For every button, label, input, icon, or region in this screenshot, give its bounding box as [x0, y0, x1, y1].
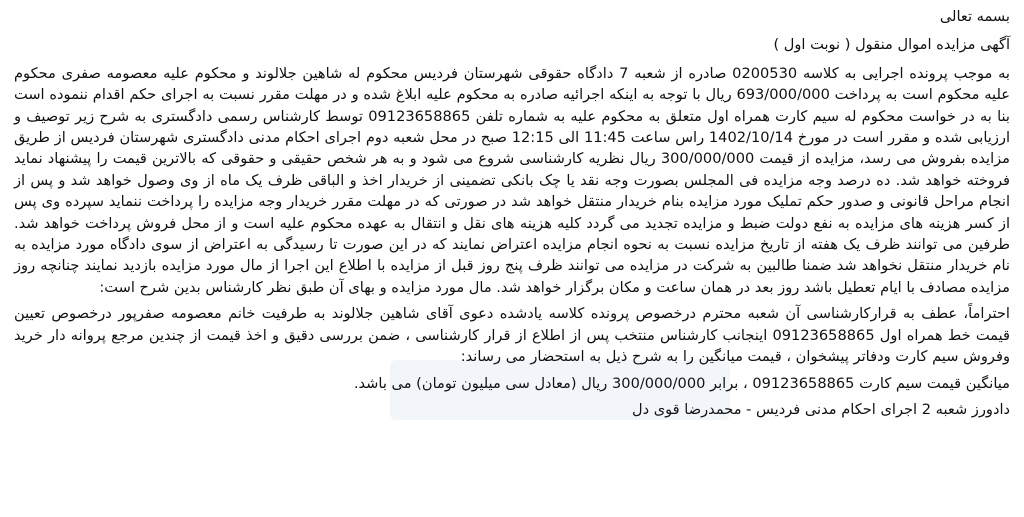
notice-body-paragraph: به موجب پرونده اجرایی به کلاسه 0200530 صادره از شعبه 7 دادگاه حقوقی شهرستان فردیس محکوم له شاهین جلالوند و محکوم علیه معصومه صفری محکوم علیه محکوم است به پرداخت 693/000/000 ریال با توجه به اینکه اجرائیه صادره به محکوم علیه ابلاغ شده و در مهلت مقرر نسبت به اجرای حکم اقدام ننموده است بنا به در خواست محکوم له سیم کارت همراه اول متعلق به محکوم علیه به شماره تلفن 09123658865 توسط کارشناس رسمی دادگستری به شرح زیر توصیف و ارزیابی شده و مقرر است در مورخ 1402/10/14 راس ساعت 11:45 الی 12:15 صبح در محل شعبه دوم اجرای احکام مدنی دادگستری شهرستان فردیس از طریق مزایده بفروش می رسد، مزایده از قیمت 300/000/000 ریال نظریه کارشناسی شروع می شود و به هر شخص حقیقی و حقوقی که بالاترین قیمت را پیشنهاد نماید فروخته خواهد شد. ده درصد وجه مزایده فی المجلس بصورت وجه نقد یا چک بانکی تضمینی از خریدار اخذ و الباقی ظرف یک ماه از وی وصول خواهد شد و پس از انجام مراحل قانونی و صدور حکم تملیک مورد مزایده بنام خریدار منتقل خواهد شد در صورتی که در مهلت مقرر خریدار وجه مزایده را پرداخت ننماید سپرده وی پس از کسر هزینه های مزایده به نفع دولت ضبط و مزایده تجدید می گردد کلیه هزینه های نقل و انتقال به عهده محکوم علیه است و از محل فروش پرداخت خواهد شد. طرفین می توانند ظرف یک هفته از تاریخ مزایده نسبت به نحوه انجام مزایده اعتراض نمایند که در این صورت تا رسیدگی به اعتراض از سوی دادگاه مورد مزایده به نام خریدار منتقل نخواهد شد ضمنا طالبین به شرکت در مزایده می توانند ظرف پنج روز قبل از مزایده با اطلاع این اجرا از مال مورد مزایده بازدید نمایند چنانچه روز مزایده مصادف با ایام تعطیل باشد روز بعد در همان ساعت و مکان برگزار خواهد شد. مال مورد مزایده و بهای آن طبق نظر کارشناس بدین شرح است:: [14, 64, 1011, 296]
signature-line: دادورز شعبه 2 اجرای احکام مدنی فردیس - محمدرضا قوی دل: [631, 400, 1010, 418]
notice-title: آگهی مزایده اموال منقول ( نوبت اول ): [773, 36, 1010, 54]
basmala-heading: بسمه تعالی: [939, 8, 1010, 25]
background-watermark: [390, 360, 730, 420]
average-price-line: میانگین قیمت سیم کارت 09123658865 ، برابر 300/000/000 ریال (معادل سی میلیون تومان) می باشد.: [353, 374, 1010, 392]
expert-opinion-paragraph: احتراماً، عطف به قرارکارشناسی آن شعبه محترم درخصوص پرونده کلاسه یادشده دعوی آقای شاهین جلالوند به طرفیت خانم معصومه صفرپور درخصوص تعیین قیمت خط همراه اول 09123658865 اینجانب کارشناس منتخب پس از اطلاع از قرار کارشناسی ، ضمن بررسی دقیق و اخذ قیمت از چندین مرجع پروانه دار خرید وفروش سیم کارت ودفاتر پیشخوان ، قیمت میانگین را به شرح ذیل به استحضار می رساند:: [14, 305, 1010, 366]
